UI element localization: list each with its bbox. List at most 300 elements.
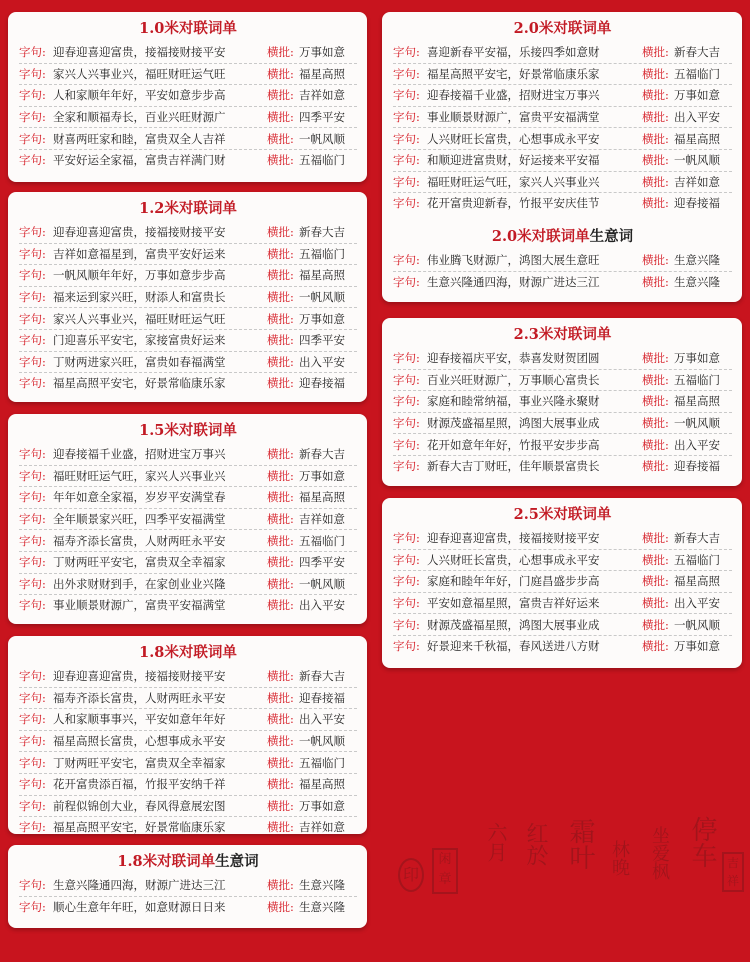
verse-text: 家兴人兴事业兴，福旺财旺运气旺 [53,66,226,81]
banner-label: 横批: [642,437,669,452]
couplet-row [393,85,732,107]
couplet-row [393,64,732,86]
verse-text: 花开富贵添百福，竹报平安纳千祥 [53,777,226,792]
verse-label: 字句: [19,712,46,727]
banner-text: 迎春接福 [674,196,720,211]
banner-label: 横批: [267,820,294,835]
banner-text: 吉祥如意 [674,174,720,189]
couplet-row [19,752,357,774]
banner-label: 横批: [267,376,294,391]
verse-text: 生意兴隆通四海，财源广进达三江 [53,878,226,893]
verse-label: 字句: [393,131,420,146]
card-title [19,642,357,666]
card-title-sub: 生意词 [589,228,634,245]
banner-label: 横批: [267,755,294,770]
banner-label: 横批: [642,66,669,81]
couplet-row [19,774,357,796]
banner-text: 四季平安 [299,333,345,348]
banner-label: 横批: [642,351,669,366]
couplet-row [393,550,732,572]
verse-text: 人和家顺年年好，平安如意步步高 [53,88,226,103]
banner-label: 横批: [267,690,294,705]
couplet-row [19,875,357,897]
card-title-main: 2.0米对联词单 [491,228,590,245]
verse-text: 百业兴旺财源广，万事顺心富贵长 [427,372,600,387]
banner-label: 横批: [267,669,294,684]
couplet-row [19,897,357,918]
verse-label: 字句: [19,88,46,103]
couplet-row [393,250,732,272]
banner-label: 横批: [642,552,669,567]
banner-text: 出入平安 [299,598,345,613]
banner-text: 福星高照 [299,777,345,792]
verse-label: 字句: [19,899,46,914]
verse-label: 字句: [393,531,420,546]
verse-label: 字句: [393,45,420,60]
verse-label: 字句: [393,639,420,654]
verse-text: 财源茂盛福星照，鸿图大展事业成 [427,416,600,431]
banner-text: 福星高照 [674,574,720,589]
banner-label: 横批: [267,88,294,103]
banner-text: 一帆风顺 [299,290,345,305]
verse-text: 福寿齐添长富贵，人财两旺永平安 [53,533,226,548]
verse-text: 迎春迎喜迎富贵，接福接财接平安 [53,45,226,60]
banner-text: 吉祥如意 [299,820,345,835]
banner-label: 横批: [267,333,294,348]
verse-label: 字句: [19,798,46,813]
verse-text: 迎春迎喜迎富贵，接福接财接平安 [427,531,600,546]
couplet-row [19,466,357,488]
verse-text: 平安如意福星照，富贵吉祥好运来 [427,596,600,611]
couplet-row [19,308,357,330]
couplet-row [19,222,357,244]
couplet-row [19,709,357,731]
verse-label: 字句: [19,376,46,391]
verse-text: 生意兴隆通四海，财源广进达三江 [427,274,600,289]
couplet-row [393,528,732,550]
card-title [19,18,357,42]
banner-label: 横批: [267,490,294,505]
couplet-row [19,150,357,171]
couplet-row [19,64,357,86]
banner-text: 福星高照 [299,268,345,283]
couplet-row [19,688,357,710]
verse-text: 事业顺景财源广，富贵平安福满堂 [53,598,226,613]
banner-text: 出入平安 [299,354,345,369]
verse-label: 字句: [19,878,46,893]
calligraphy-seal: 吉祥 [722,852,744,892]
couplet-row [19,287,357,309]
verse-text: 全家和顺福寿长，百业兴旺财源广 [53,110,226,125]
verse-text: 人兴财旺长富贵，心想事成永平安 [427,131,600,146]
verse-label: 字句: [19,734,46,749]
couplet-row [19,42,357,64]
verse-label: 字句: [19,311,46,326]
couplet-row [393,456,732,477]
calligraphy-char: 停车 [687,816,717,868]
couplet-row [19,487,357,509]
calligraphy-char: 红於 [523,822,548,866]
couplet-row [19,509,357,531]
verse-label: 字句: [19,533,46,548]
verse-label: 字句: [393,617,420,632]
banner-text: 万事如意 [299,45,345,60]
calligraphy-seal: 闲章 [432,848,458,894]
couplet-card [382,226,742,306]
couplet-row [393,172,732,194]
banner-label: 横批: [642,372,669,387]
couplet-card [8,192,367,402]
banner-label: 横批: [267,45,294,60]
verse-label: 字句: [19,512,46,527]
card-title-main: 2.5米对联词单 [513,506,612,523]
verse-label: 字句: [19,45,46,60]
verse-label: 字句: [19,598,46,613]
banner-text: 四季平安 [299,110,345,125]
banner-label: 横批: [267,555,294,570]
banner-label: 横批: [642,416,669,431]
banner-label: 横批: [642,459,669,474]
verse-text: 门迎喜乐平安宅，家接富贵好运来 [53,333,226,348]
verse-label: 字句: [393,351,420,366]
verse-text: 顺心生意年年旺，如意财源日日来 [53,899,226,914]
couplet-row [19,530,357,552]
banner-text: 万事如意 [299,311,345,326]
banner-text: 五福临门 [299,755,345,770]
verse-label: 字句: [19,153,46,168]
couplet-row [19,107,357,129]
banner-text: 迎春接福 [674,459,720,474]
banner-label: 横批: [267,576,294,591]
verse-label: 字句: [393,416,420,431]
couplet-row [393,272,732,293]
banner-text: 吉祥如意 [299,512,345,527]
verse-text: 新春大吉丁财旺，佳年顺景富贵长 [427,459,600,474]
banner-text: 万事如意 [674,88,720,103]
banner-text: 新春大吉 [674,45,720,60]
verse-text: 花开如意年年好，竹报平安步步高 [427,437,600,452]
card-title-main: 1.8米对联词单 [139,644,237,661]
couplet-row [19,244,357,266]
verse-text: 福旺财旺运气旺，家兴人兴事业兴 [53,468,226,483]
couplet-row [393,42,732,64]
couplet-row [19,574,357,596]
banner-label: 横批: [267,354,294,369]
couplet-card [382,498,742,668]
card-title-main: 2.3米对联词单 [513,326,612,343]
verse-label: 字句: [19,777,46,792]
banner-label: 横批: [267,110,294,125]
verse-label: 字句: [393,196,420,211]
banner-text: 五福临门 [674,552,720,567]
banner-label: 横批: [642,88,669,103]
banner-text: 新春大吉 [674,531,720,546]
verse-label: 字句: [19,555,46,570]
verse-text: 家兴人兴事业兴，福旺财旺运气旺 [53,311,226,326]
verse-label: 字句: [393,110,420,125]
banner-text: 出入平安 [674,596,720,611]
verse-label: 字句: [19,468,46,483]
verse-text: 伟业腾飞财源广，鸿图大展生意旺 [427,253,600,268]
card-title-main: 2.0米对联词单 [513,20,612,37]
verse-text: 丁财两旺平安宅，富贵双全幸福家 [53,755,226,770]
verse-text: 丁财两旺平安宅，富贵双全幸福家 [53,555,226,570]
verse-text: 财源茂盛福星照，鸿图大展事业成 [427,617,600,632]
card-title-main: 1.5米对联词单 [139,422,237,439]
couplet-row [393,571,732,593]
verse-text: 人和家顺事事兴，平安如意年年好 [53,712,226,727]
verse-label: 字句: [19,447,46,462]
card-title [19,420,357,444]
banner-text: 五福临门 [299,533,345,548]
verse-label: 字句: [19,669,46,684]
card-title [19,851,357,875]
banner-text: 五福临门 [674,372,720,387]
verse-label: 字句: [393,66,420,81]
banner-label: 横批: [642,531,669,546]
verse-text: 吉祥如意福星到，富贵平安好运来 [53,246,226,261]
banner-label: 横批: [267,777,294,792]
couplet-row [393,348,732,370]
calligraphy-char: 坐爱枫 [649,826,670,880]
banner-label: 横批: [642,596,669,611]
verse-label: 字句: [393,459,420,474]
card-title [393,226,732,250]
banner-label: 横批: [267,598,294,613]
couplet-row [393,434,732,456]
banner-text: 五福临门 [674,66,720,81]
banner-label: 横批: [267,66,294,81]
verse-text: 福星高照平安宅，好景常临康乐家 [53,376,226,391]
banner-text: 一帆风顺 [299,734,345,749]
couplet-row [19,595,357,616]
couplet-row [393,614,732,636]
banner-label: 横批: [642,274,669,289]
verse-label: 字句: [393,574,420,589]
verse-text: 出外求财财到手，在家创业业兴隆 [53,576,226,591]
verse-text: 福星高照平安宅，好景常临康乐家 [53,820,226,835]
verse-text: 全年顺景家兴旺，四季平安福满堂 [53,512,226,527]
verse-text: 事业顺景财源广，富贵平安福满堂 [427,110,600,125]
banner-text: 一帆风顺 [299,131,345,146]
verse-text: 家庭和睦常纳福，事业兴隆永聚财 [427,394,600,409]
couplet-row [19,128,357,150]
couplet-row [19,817,357,838]
verse-label: 字句: [19,820,46,835]
banner-text: 万事如意 [299,468,345,483]
couplet-card [8,414,367,624]
card-title-main: 1.2米对联词单 [139,200,237,217]
card-title-sub: 生意词 [215,853,259,870]
card-title-main: 1.0米对联词单 [139,20,237,37]
verse-text: 迎春迎喜迎富贵，接福接财接平安 [53,225,226,240]
banner-label: 横批: [642,253,669,268]
couplet-row [393,413,732,435]
banner-label: 横批: [642,394,669,409]
banner-text: 生意兴隆 [299,878,345,893]
banner-text: 生意兴隆 [299,899,345,914]
couplet-row [393,370,732,392]
banner-label: 横批: [642,617,669,632]
verse-text: 福来运到家兴旺，财添人和富贵长 [53,290,226,305]
banner-label: 横批: [642,153,669,168]
banner-text: 福星高照 [299,66,345,81]
verse-label: 字句: [393,596,420,611]
couplet-row [393,128,732,150]
banner-label: 横批: [267,131,294,146]
banner-text: 出入平安 [674,437,720,452]
verse-label: 字句: [19,490,46,505]
banner-label: 横批: [267,512,294,527]
banner-label: 横批: [267,225,294,240]
couplet-row [393,150,732,172]
banner-label: 横批: [267,447,294,462]
banner-text: 五福临门 [299,153,345,168]
banner-label: 横批: [642,131,669,146]
calligraphy-seal: 印 [398,858,424,892]
couplet-row [19,85,357,107]
banner-text: 福星高照 [674,394,720,409]
verse-text: 迎春接福千业盛，招财进宝万事兴 [427,88,600,103]
verse-text: 福旺财旺运气旺，家兴人兴事业兴 [427,174,600,189]
calligraphy-char: 霜叶 [565,818,595,870]
banner-text: 万事如意 [299,798,345,813]
banner-text: 新春大吉 [299,225,345,240]
verse-label: 字句: [19,354,46,369]
banner-text: 福星高照 [674,131,720,146]
couplet-card [382,318,742,486]
couplet-row [393,107,732,129]
couplet-row [393,593,732,615]
banner-text: 新春大吉 [299,447,345,462]
banner-label: 横批: [267,712,294,727]
banner-text: 一帆风顺 [299,576,345,591]
card-title [393,504,732,528]
banner-text: 万事如意 [674,351,720,366]
verse-text: 迎春接福千业盛，招财进宝万事兴 [53,447,226,462]
banner-label: 横批: [642,574,669,589]
verse-label: 字句: [393,372,420,387]
banner-text: 四季平安 [299,555,345,570]
couplet-row [19,444,357,466]
banner-label: 横批: [267,533,294,548]
banner-label: 横批: [267,311,294,326]
banner-text: 一帆风顺 [674,617,720,632]
banner-label: 横批: [267,153,294,168]
verse-text: 平安好运全家福，富贵吉祥满门财 [53,153,226,168]
verse-label: 字句: [19,290,46,305]
couplet-row [19,373,357,394]
banner-label: 横批: [267,290,294,305]
banner-label: 横批: [267,246,294,261]
verse-label: 字句: [393,552,420,567]
verse-text: 一帆风顺年年好，万事如意步步高 [53,268,226,283]
banner-label: 横批: [642,174,669,189]
couplet-row [393,391,732,413]
verse-label: 字句: [393,174,420,189]
banner-label: 横批: [267,268,294,283]
verse-text: 财喜两旺家和睦，富贵双全人吉祥 [53,131,226,146]
verse-text: 家庭和睦年年好，门庭昌盛步步高 [427,574,600,589]
verse-label: 字句: [19,131,46,146]
banner-label: 横批: [642,45,669,60]
verse-text: 人兴财旺长富贵，心想事成永平安 [427,552,600,567]
verse-label: 字句: [393,153,420,168]
couplet-card [8,845,367,928]
couplet-row [19,666,357,688]
verse-label: 字句: [393,394,420,409]
card-title [393,18,732,42]
banner-label: 横批: [267,878,294,893]
banner-text: 吉祥如意 [299,88,345,103]
couplet-row [19,552,357,574]
banner-text: 出入平安 [299,712,345,727]
couplet-row [393,636,732,657]
couplet-card [8,12,367,182]
banner-label: 横批: [267,734,294,749]
calligraphy-char: 林晚 [609,840,630,876]
card-title [393,324,732,348]
banner-label: 横批: [642,196,669,211]
verse-text: 丁财两进家兴旺，富贵如春福满堂 [53,354,226,369]
verse-label: 字句: [19,66,46,81]
couplet-row [19,352,357,374]
verse-text: 花开富贵迎新春，竹报平安庆佳节 [427,196,600,211]
couplet-row [393,193,732,214]
verse-text: 前程似锦创大业，春风得意展宏图 [53,798,226,813]
verse-text: 迎春接福庆平安，恭喜发财贺团圆 [427,351,600,366]
banner-text: 生意兴隆 [674,274,720,289]
verse-text: 年年如意全家福，岁岁平安满堂春 [53,490,226,505]
banner-text: 福星高照 [299,490,345,505]
banner-label: 横批: [267,468,294,483]
verse-label: 字句: [19,576,46,591]
banner-text: 一帆风顺 [674,153,720,168]
couplet-row [19,731,357,753]
card-title [19,198,357,222]
banner-text: 五福临门 [299,246,345,261]
banner-label: 横批: [267,798,294,813]
verse-label: 字句: [19,268,46,283]
couplet-card [8,636,367,834]
banner-label: 横批: [267,899,294,914]
verse-text: 好景迎来千秋福，春风送进八方财 [427,639,600,654]
banner-label: 横批: [642,639,669,654]
banner-text: 出入平安 [674,110,720,125]
verse-text: 和顺迎进富贵财，好运接来平安福 [427,153,600,168]
verse-text: 福星高照长富贵，心想事成永平安 [53,734,226,749]
banner-text: 一帆风顺 [674,416,720,431]
couplet-row [19,796,357,818]
verse-label: 字句: [393,253,420,268]
verse-label: 字句: [393,88,420,103]
verse-label: 字句: [19,690,46,705]
verse-text: 福星高照平安宅，好景常临康乐家 [427,66,600,81]
banner-text: 新春大吉 [299,669,345,684]
banner-text: 生意兴隆 [674,253,720,268]
verse-label: 字句: [393,437,420,452]
verse-label: 字句: [19,246,46,261]
calligraphy-char: 六月 [484,822,508,862]
couplet-row [19,330,357,352]
verse-text: 喜迎新春平安福，乐接四季如意财 [427,45,600,60]
banner-text: 万事如意 [674,639,720,654]
verse-label: 字句: [19,225,46,240]
banner-text: 迎春接福 [299,690,345,705]
card-title-main: 1.8米对联词单 [117,853,216,870]
verse-text: 迎春迎喜迎富贵，接福接财接平安 [53,669,226,684]
couplet-row [19,265,357,287]
